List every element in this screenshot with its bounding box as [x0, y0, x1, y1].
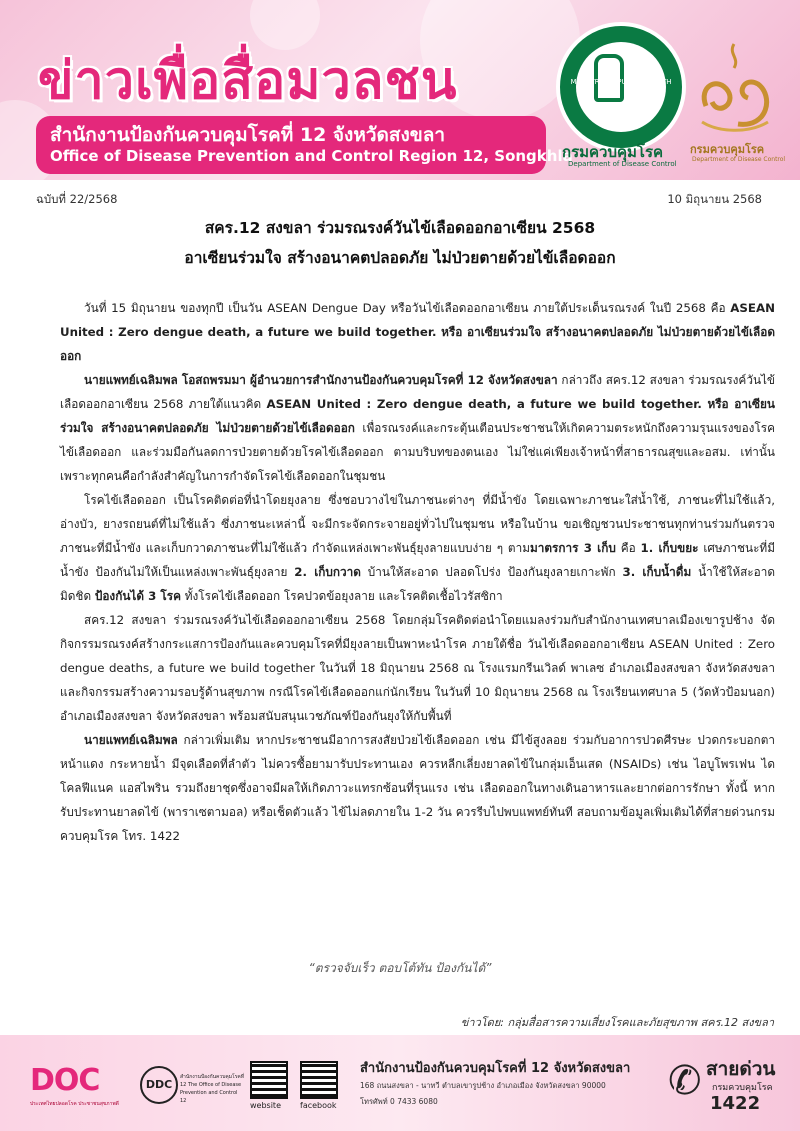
doc-tagline: ประเทศไทยปลอดโรค ประชาชนสุขภาพดี	[30, 1101, 119, 1107]
hotline-subtitle: กรมควบคุมโรค	[712, 1083, 773, 1093]
anniversary-logo	[688, 36, 780, 136]
headline-line-2: อาเซียนร่วมใจ สร้างอนาคตปลอดภัย ไม่ป่วยตายด้วยไข้เลือดออก	[184, 249, 616, 267]
ddc-logo: DDC	[140, 1066, 178, 1104]
slogan: “ตรวจจับเร็ว ตอบโต้ทัน ป้องกันได้”	[308, 961, 492, 975]
anniv-dept-en: Department of Disease Control	[692, 156, 786, 163]
text-run: กล่าวเพิ่มเติม หากประชาชนมีอาการสงสัยป่วยไข้เลือดออก เช่น มีไข้สูงลอย ร่วมกับอาการปวดศีรษะ ปวดกระบอกตา หน้าแดง กระหายน้ำ มีจุดเลือดที่ลำตัว ไม่ควรซื้อยามารับประทานเอง ควรหลีกเลี่ยงยาลดไข้ในกลุ่มเอ็นเสด (NSAIDs) เช่น ไอบูโพรเฟน ไดโคลฟีแนค แอสไพริน รวมถึงยาชุดซึ่งอาจมีผลให้เกิดภาวะแทรกซ้อนที่รุนแรง เช่น เลือดออกในทางเดินอาหารและยากต่อการรักษา ทั้งนี้ หากรับประทานยาลดไข้ (พาราเซตามอล) หรือเช็ดตัวแล้ว ไข้ไม่ลดภายใน 1-2 วัน ควรรีบไปพบแพทย์ทันที สอบถามข้อมูลเพิ่มเติมได้ที่สายด่วนกรมควบคุมโรค โทร. 1422	[60, 733, 775, 843]
text-run: น้ำใช้ให้สะอาดมิดชิด	[60, 565, 775, 603]
text-run-bold: ASEAN United : Zero dengue death, a future we build together. หรือ อาเซียนร่วมใจ สร้างอนาคตปลอดภัย ไม่ป่วยตายด้วยไข้เลือดออก	[60, 301, 775, 363]
news-credit: ข่าวโดย: กลุ่มสื่อสารความเสี่ยงโรคและภัยสุขภาพ สคร.12 สงขลา	[460, 1016, 774, 1029]
text-run-bold: มาตรการ 3 เก็บ	[530, 541, 616, 555]
paragraph-4: สคร.12 สงขลา ร่วมรณรงค์วันไข้เลือดออกอาเซียน 2568 โดยกลุ่มโรคติดต่อนำโดยแมลงร่วมกับสำนักงานเทศบาลเมืองเขารูปช้าง จัดกิจกรรมรณรงค์สร้างกระแสการป้องกันและควบคุมโรคที่มียุงลายเป็นพาหะนำโรค ภายใต้ชื่อ วันไข้เลือดออกอาเซียน ASEAN United : Zero dengue deaths, a future we build together ในวันที่ 18 มิถุนายน 2568 ณ โรงแรมกรีนเวิลด์ พาเลซ อำเภอเมืองสงขลา จังหวัดสงขลา และกิจกรรมสร้างความรอบรู้ด้านสุขภาพ กรณีโรคไข้เลือดออกแก่นักเรียน ในวันที่ 10 มิถุนายน 2568 ณ โรงเรียนเทศบาล 5 (วัดหัวป้อมนอก) อำเภอเมืองสงขลา จังหวัดสงขลา พร้อมสนับสนุนเวชภัณฑ์ป้องกันยุงให้กับพื้นที่	[60, 613, 775, 723]
text-run-bold: ป้องกันได้ 3 โรค	[94, 589, 181, 603]
text-run-bold: ASEAN United : Zero dengue death, a future we build together. หรือ อาเซียนร่วมใจ สร้างอนาคตปลอดภัย ไม่ป่วยตายด้วยไข้เลือดออก	[60, 397, 775, 435]
phone-icon: ✆	[668, 1058, 702, 1104]
text-run: เศษภาชนะที่มีน้ำขัง ป้องกันไม่ให้เป็นแหล่งเพาะพันธุ์ยุงลาย	[60, 541, 775, 579]
text-run: คือ	[615, 541, 641, 555]
moph-logo	[556, 22, 686, 152]
paragraph-2	[60, 368, 775, 488]
moph-ring-text: MINISTRY OF PUBLIC HEALTH	[570, 78, 672, 86]
doc-logo: DOC	[30, 1063, 100, 1098]
footer-address: 168 ถนนสงขลา - นาทวี ตำบลเขารูปช้าง อำเภอเมือง จังหวัดสงขลา 90000	[360, 1081, 606, 1090]
facebook-qr-code[interactable]	[300, 1061, 338, 1099]
dept-name-en: Department of Disease Control	[568, 160, 677, 168]
ddc-tagline: สำนักงานป้องกันควบคุมโรคที่ 12 The Office of Disease Prevention and Control 12	[180, 1074, 245, 1104]
hotline-title: สายด่วน	[706, 1058, 776, 1080]
paragraph-3	[60, 488, 775, 608]
paragraph-5	[60, 728, 775, 848]
hotline-number: 1422	[710, 1093, 761, 1114]
text-run: บ้านให้สะอาด ปลอดโปร่ง ป้องกันยุงลายเกาะพัก	[360, 565, 623, 579]
office-name-th: สำนักงานป้องกันควบคุมโรคที่ 12 จังหวัดสงขลา	[50, 124, 446, 146]
issue-number: ฉบับที่ 22/2568	[36, 192, 118, 206]
text-run: เพื่อรณรงค์และกระตุ้นเตือนประชาชนให้เกิดความตระหนักถึงความรุนแรงของโรคไข้เลือดออก และร่วมมือกันลดการป่วยตายด้วยโรคไข้เลือดออก ตามบริบทของตนเอง ไม่ใช่แค่เพียงเจ้าหน้าที่สาธารณสุขและอสม. เท่านั้น เพราะทุกคนคือกำลังสำคัญในการกำจัดโรคไข้เลือดออกในชุมชน	[60, 421, 775, 483]
dept-name-th: กรมควบคุมโรค	[562, 143, 664, 161]
website-qr-code[interactable]	[250, 1061, 288, 1099]
text-run-bold: นายแพทย์เฉลิมพล โอสถพรมมา ผู้อำนวยการสำนักงานป้องกันควบคุมโรคที่ 12 จังหวัดสงขลา	[84, 373, 558, 387]
article-body	[60, 296, 775, 848]
text-run: กล่าวถึง สคร.12 สงขลา ร่วมรณรงค์วันไข้เลือดออกอาเซียน 2568 ภายใต้แนวคิด	[60, 373, 775, 411]
text-run-bold: 3. เก็บน้ำดื่ม	[622, 565, 692, 579]
anniv-dept-th: กรมควบคุมโรค	[690, 143, 765, 156]
text-run: วันที่ 15 มิถุนายน ของทุกปี เป็นวัน ASEAN Dengue Day หรือวันไข้เลือดออกอาเซียน ภายใต้ประเด็นรณรงค์ ในปี 2568 คือ	[84, 301, 731, 315]
footer-phone: โทรศัพท์ 0 7433 6080	[360, 1097, 438, 1106]
text-run: ทั้งโรคไข้เลือดออก โรคปวดข้อยุงลาย และโรคติดเชื้อไวรัสซิกา	[180, 589, 503, 603]
paragraph-1	[60, 296, 775, 368]
facebook-label: facebook	[300, 1101, 337, 1110]
office-name-en: Office of Disease Prevention and Control Region 12, Songkhla	[50, 147, 573, 165]
text-run: โรคไข้เลือดออก เป็นโรคติดต่อที่นำโดยยุงลาย ซึ่งชอบวางไข่ในภาชนะต่างๆ ที่มีน้ำขัง โดยเฉพาะภาชนะใส่น้ำใช้, ภาชนะที่ไม่ใช้แล้ว, อ่างบัว, ยางรถยนต์ที่ไม่ใช้แล้ว ซึ่งภาชนะเหล่านี้ จะมีกระจัดกระจายอยู่ทั่วไปในชุมชน หรือในบ้าน ขอเชิญชวนประชาชนทุกท่านร่วมกันตรวจภาชนะที่มีน้ำขัง และเก็บกวาดภาชนะที่ไม่ใช้แล้ว กำจัดแหล่งเพาะพันธุ์ยุงลายแบบง่าย ๆ ตาม	[60, 493, 775, 555]
page-title: ข่าวเพื่อสื่อมวลชน	[38, 51, 458, 111]
header-banner	[0, 0, 800, 180]
headline-line-1: สคร.12 สงขลา ร่วมรณรงค์วันไข้เลือดออกอาเซียน 2568	[204, 219, 596, 237]
issue-date: 10 มิถุนายน 2568	[667, 192, 762, 206]
footer-office-name: สำนักงานป้องกันควบคุมโรคที่ 12 จังหวัดสงขลา	[360, 1061, 631, 1076]
text-run-bold: 2. เก็บกวาด	[294, 565, 361, 579]
text-run-bold: 1. เก็บขยะ	[640, 541, 699, 555]
text-run-bold: นายแพทย์เฉลิมพล	[84, 733, 178, 747]
website-label: website	[250, 1101, 281, 1110]
office-banner	[36, 116, 573, 174]
